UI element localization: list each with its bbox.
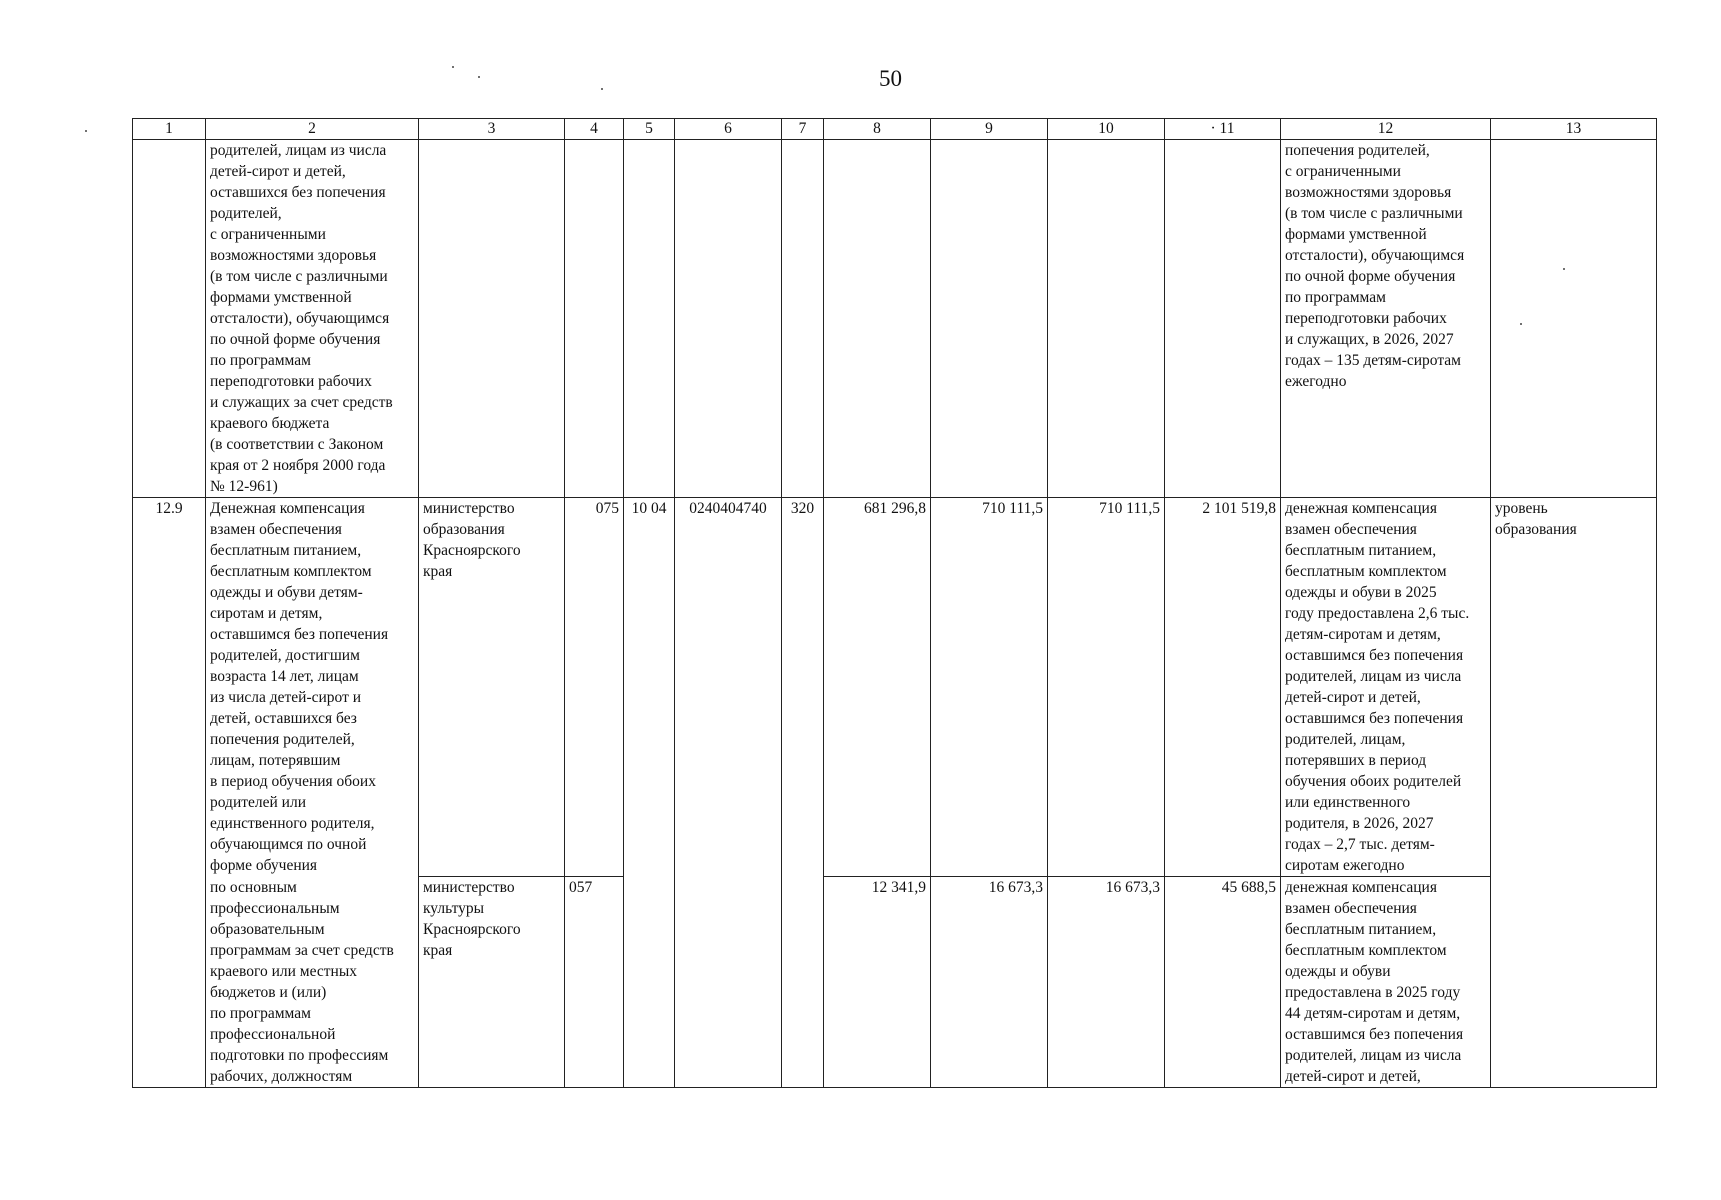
cell-total bbox=[1165, 140, 1281, 498]
cell-executor: министерство культуры Красноярского края bbox=[419, 877, 565, 1088]
cell-grbs: 075 bbox=[565, 498, 624, 877]
column-header: 6 bbox=[675, 119, 782, 140]
column-header: 2 bbox=[206, 119, 419, 140]
cell-2026: 710 111,5 bbox=[931, 498, 1048, 877]
cell-total: 45 688,5 bbox=[1165, 877, 1281, 1088]
cell-2027: 710 111,5 bbox=[1048, 498, 1165, 877]
cell-2026 bbox=[931, 140, 1048, 498]
cell-result: денежная компенсация взамен обеспечения бесплатным питанием, бесплатным комплектом одежды и обуви предоставлена в 2025 году 44 детям-сиротам и детям, оставшимся без попечения родителей, лицам из числа детей-сирот и детей, bbox=[1281, 877, 1491, 1088]
cell-2025: 681 296,8 bbox=[824, 498, 931, 877]
cell-2025: 12 341,9 bbox=[824, 877, 931, 1088]
column-header: 9 bbox=[931, 119, 1048, 140]
table-header-row bbox=[133, 119, 1657, 140]
budget-table bbox=[132, 118, 1657, 1088]
cell-csr bbox=[675, 140, 782, 498]
cell-executor bbox=[419, 140, 565, 498]
column-header: 5 bbox=[624, 119, 675, 140]
table-row bbox=[133, 877, 1657, 1088]
cell-vr bbox=[782, 140, 824, 498]
scan-speck bbox=[601, 88, 603, 90]
scan-speck bbox=[452, 66, 454, 68]
cell-grbs bbox=[565, 140, 624, 498]
column-header: 10 bbox=[1048, 119, 1165, 140]
column-header: 12 bbox=[1281, 119, 1491, 140]
cell-2026: 16 673,3 bbox=[931, 877, 1048, 1088]
cell-2027: 16 673,3 bbox=[1048, 877, 1165, 1088]
cell-vr: 320 bbox=[782, 498, 824, 1088]
cell-csr: 0240404740 bbox=[675, 498, 782, 1088]
column-header: 7 bbox=[782, 119, 824, 140]
column-header: · 11 bbox=[1165, 119, 1281, 140]
cell-measure-name: родителей, лицам из числа детей-сирот и детей, оставшихся без попечения родителей, с ограниченными возможностями здоровья (в том числе с различными формами умственной отсталости), обучающимся по очной форме обучения по программам переподготовки рабочих и служащих за счет средств краевого бюджета (в соответствии с Законом края от 2 ноября 2000 года № 12-961) bbox=[206, 140, 419, 498]
cell-indicator bbox=[1491, 140, 1657, 498]
column-header: 1 bbox=[133, 119, 206, 140]
cell-measure-name: по основным профессиональным образовательным программам за счет средств краевого или местных бюджетов и (или) по программам профессиональной подготовки по профессиям рабочих, должностям bbox=[206, 877, 419, 1088]
cell-section: 10 04 bbox=[624, 498, 675, 1088]
cell-2027 bbox=[1048, 140, 1165, 498]
scan-speck bbox=[85, 130, 87, 132]
cell-row-number: 12.9 bbox=[133, 498, 206, 1088]
cell-section bbox=[624, 140, 675, 498]
cell-2025 bbox=[824, 140, 931, 498]
table-row bbox=[133, 498, 1657, 877]
page-number: 50 bbox=[879, 66, 902, 91]
table-row bbox=[133, 140, 1657, 498]
cell-grbs: 057 bbox=[565, 877, 624, 1088]
scan-speck bbox=[478, 76, 480, 78]
cell-result: попечения родителей, с ограниченными возможностями здоровья (в том числе с различными формами умственной отсталости), обучающимся по очной форме обучения по программам переподготовки рабочих и служащих, в 2026, 2027 годах – 135 детям-сиротам ежегодно bbox=[1281, 140, 1491, 498]
column-header: 8 bbox=[824, 119, 931, 140]
cell-result: денежная компенсация взамен обеспечения бесплатным питанием, бесплатным комплектом одежды и обуви в 2025 году предоставлена 2,6 тыс. детям-сиротам и детям, оставшимся без попечения родителей, лицам из числа детей-сирот и детей, оставшимся без попечения родителей, лицам, потерявших в период обучения обоих родителей или единственного родителя, в 2026, 2027 годах – 2,7 тыс. детям- сиротам ежегодно bbox=[1281, 498, 1491, 877]
cell-measure-name: Денежная компенсация взамен обеспечения бесплатным питанием, бесплатным комплектом одежды и обуви детям- сиротам и детям, оставшимся без попечения родителей, достигшим возраста 14 лет, лицам из числа детей-сирот и детей, оставшихся без попечения родителей, лицам, потерявшим в период обучения обоих родителей или единственного родителя, обучающимся по очной форме обучения bbox=[206, 498, 419, 877]
column-header: 13 bbox=[1491, 119, 1657, 140]
column-header: 3 bbox=[419, 119, 565, 140]
cell-indicator: уровень образования bbox=[1491, 498, 1657, 1088]
cell-executor: министерство образования Красноярского края bbox=[419, 498, 565, 877]
cell-row-number bbox=[133, 140, 206, 498]
cell-total: 2 101 519,8 bbox=[1165, 498, 1281, 877]
column-header: 4 bbox=[565, 119, 624, 140]
